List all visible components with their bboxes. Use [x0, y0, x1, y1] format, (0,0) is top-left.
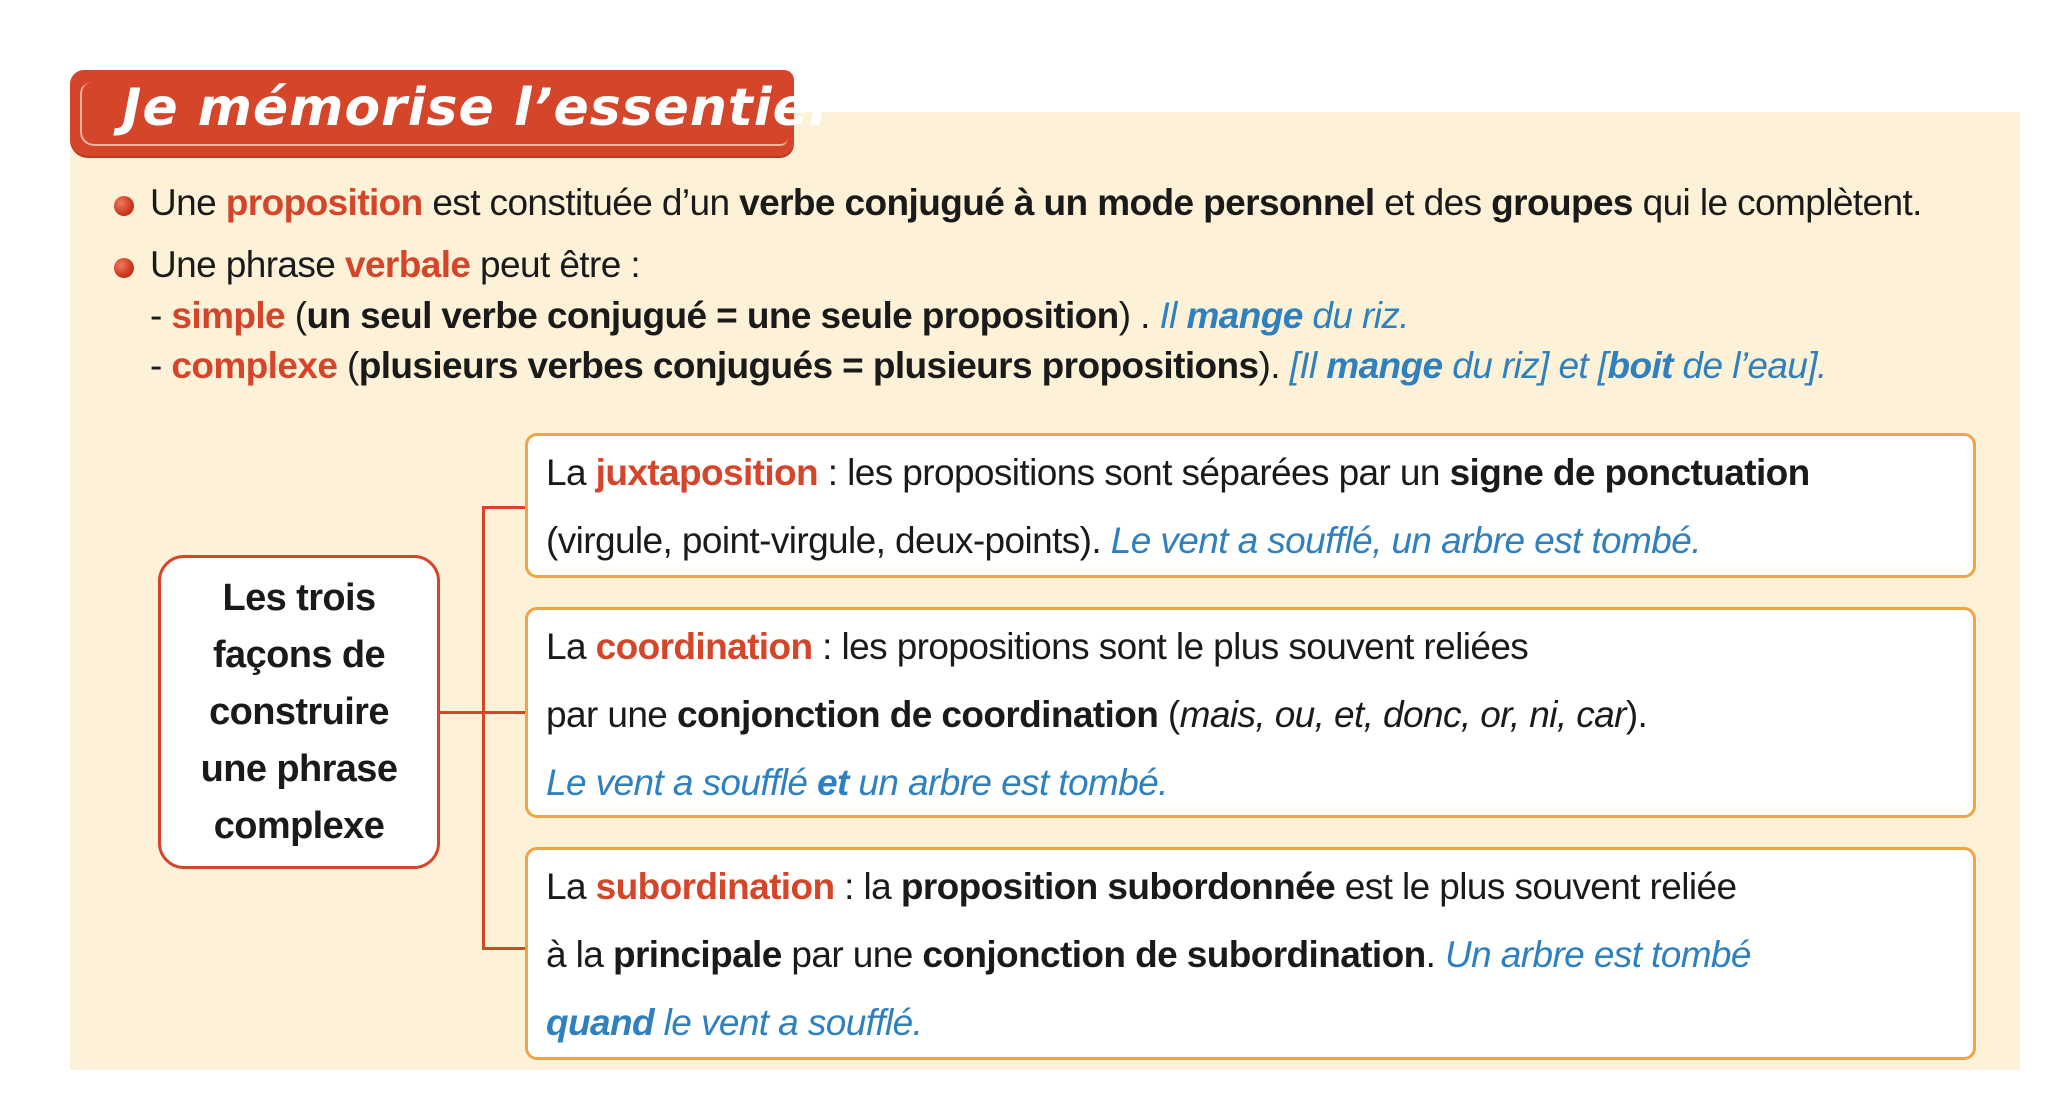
center-concept-box: [158, 555, 440, 869]
text-bold: principale: [612, 934, 782, 975]
term-juxtaposition: juxtaposition: [595, 452, 819, 493]
text: à la: [546, 934, 613, 975]
text: -: [150, 345, 172, 386]
text: ).: [1258, 345, 1290, 386]
term-verbale: verbale: [344, 244, 471, 285]
text: est le plus souvent reliée: [1335, 866, 1737, 907]
text: La: [546, 452, 596, 493]
example: le vent a soufflé.: [653, 1002, 923, 1043]
box-line: [546, 626, 1528, 668]
example: [Il: [1289, 345, 1327, 386]
term-subordination: subordination: [595, 866, 835, 907]
text: : les propositions sont le plus souvent reliées: [812, 626, 1529, 667]
example: Le vent a soufflé, un arbre est tombé.: [1110, 520, 1701, 561]
example-verb: mange: [1326, 345, 1443, 386]
text-italic: mais, ou, et, donc, or, ni, car: [1179, 694, 1626, 735]
text-bold: proposition subordonnée: [900, 866, 1336, 907]
term-simple: simple: [171, 295, 286, 336]
box-line: [546, 934, 1751, 976]
text: peut être :: [470, 244, 641, 285]
text: ) .: [1118, 295, 1160, 336]
text: par une: [781, 934, 923, 975]
example-verb: mange: [1186, 295, 1303, 336]
box-line: [546, 520, 1701, 562]
term-complexe: complexe: [171, 345, 338, 386]
text: (: [337, 345, 359, 386]
text: qui le complètent.: [1632, 182, 1922, 223]
bullet-phrase-verbale: [150, 244, 640, 286]
box-line: [546, 694, 1647, 736]
text-bold: conjonction de coordination: [676, 694, 1159, 735]
section-banner: [70, 70, 828, 156]
box-line: [546, 1002, 922, 1044]
text: et des: [1374, 182, 1492, 223]
text: Une phrase: [150, 244, 345, 285]
box-line: [546, 866, 1736, 908]
example: de l’eau].: [1672, 345, 1827, 386]
example-conjunction: quand: [546, 1002, 654, 1043]
example-verb: boit: [1607, 345, 1673, 386]
example: un arbre est tombé.: [848, 762, 1168, 803]
connector-line: [482, 506, 485, 950]
text: La: [546, 626, 596, 667]
connector-line: [482, 711, 527, 714]
example: Le vent a soufflé: [546, 762, 817, 803]
example: du riz.: [1302, 295, 1409, 336]
text-bold: signe de ponctuation: [1449, 452, 1810, 493]
example: Un arbre est tombé: [1444, 934, 1751, 975]
text: est constituée d’un: [422, 182, 740, 223]
item-complexe: [150, 345, 1827, 387]
subordination-box: [525, 847, 1976, 1060]
box-line: [546, 452, 1810, 494]
coordination-box: [525, 607, 1976, 818]
item-simple: [150, 295, 1409, 337]
text-bold: groupes: [1491, 182, 1633, 223]
connector-line: [440, 711, 485, 714]
connector-line: [482, 947, 527, 950]
text: .: [1425, 934, 1445, 975]
text: ).: [1625, 694, 1648, 735]
term-coordination: coordination: [595, 626, 813, 667]
connector-line: [482, 506, 527, 509]
example-conjunction: et: [817, 762, 849, 803]
text: : les propositions sont séparées par un: [818, 452, 1450, 493]
text-bold: plusieurs verbes conjugués = plusieurs propositions: [358, 345, 1259, 386]
bullet-proposition: [150, 182, 1922, 224]
text-bold: verbe conjugué à un mode personnel: [739, 182, 1375, 223]
text: -: [150, 295, 172, 336]
center-concept-label: Les trois façons de construire une phrase complexe: [200, 576, 398, 847]
example: du riz] et [: [1442, 345, 1608, 386]
text: La: [546, 866, 596, 907]
example: Il: [1159, 295, 1187, 336]
text-bold: conjonction de subordination: [922, 934, 1426, 975]
text: (: [1158, 694, 1180, 735]
text: (: [285, 295, 307, 336]
bullet-icon: [114, 196, 134, 216]
term-proposition: proposition: [225, 182, 423, 223]
text: (virgule, point-virgule, deux-points).: [546, 520, 1111, 561]
section-title: Je mémorise l’essentiel: [122, 78, 828, 138]
text-bold: un seul verbe conjugué = une seule proposition: [306, 295, 1119, 336]
text: : la: [834, 866, 901, 907]
juxtaposition-box: [525, 433, 1976, 578]
text: par une: [546, 694, 677, 735]
bullet-icon: [114, 258, 134, 278]
text: Une: [150, 182, 226, 223]
box-line: [546, 762, 1168, 804]
